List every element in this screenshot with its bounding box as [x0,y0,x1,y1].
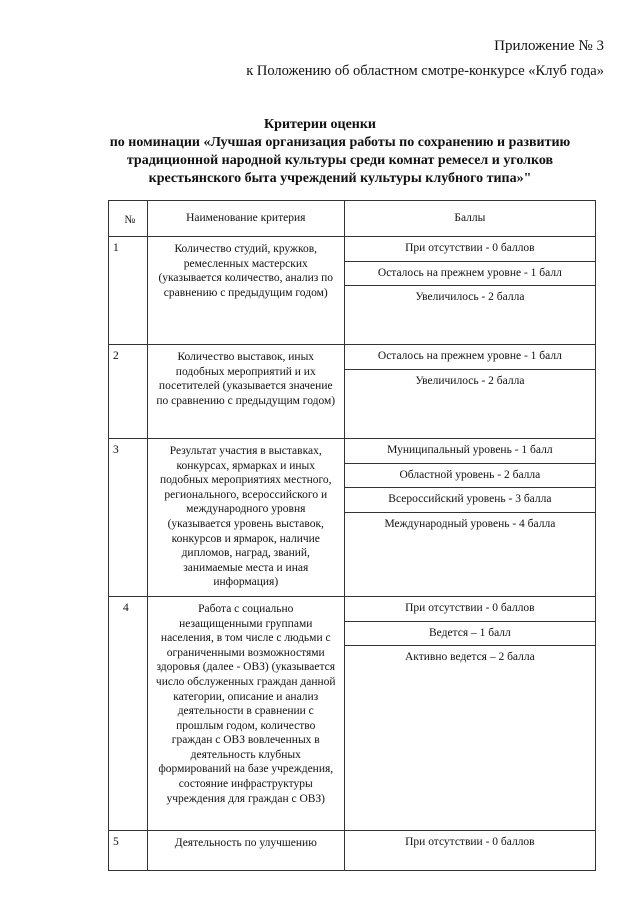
score-option: Всероссийский уровень - 3 балла [345,488,595,513]
score-options [344,237,595,345]
score-option: Муниципальный уровень - 1 балл [345,439,595,464]
title-main: Критерии оценки [264,117,376,132]
header-criterion: Наименование критерия [147,201,344,237]
title-line-3: крестьянского быта учреждений культуры клубного типа»" [148,171,532,186]
appendix-number: Приложение № 3 [494,38,604,54]
table-row [109,345,596,439]
criterion-name: Деятельность по улучшению [147,830,344,870]
title-line-2: традиционной народной культуры среди комнат ремесел и уголков [126,153,554,168]
table-row [109,830,596,870]
table-header-row [109,201,596,237]
score-option: Осталось на прежнем уровне - 1 балл [345,345,595,370]
score-option: Международный уровень - 4 балла [384,517,556,530]
criteria-table [108,200,596,871]
row-number: 4 [109,596,148,830]
criterion-name: Количество выставок, иных подобных мероприятий и их посетителей (указывается значение по сравнению с предыдущим годом) [147,345,344,439]
title-line-1: по номинации «Лучшая организация работы по сохранению и развитию [109,135,571,150]
row-number: 2 [109,345,148,439]
score-option: Увеличилось - 2 балла [415,291,525,304]
score-options [344,439,595,597]
score-option: Активно ведется – 2 балла [405,651,535,664]
score-option: Ведется – 1 балл [345,622,595,647]
table-row [109,439,596,597]
row-number: 3 [109,439,148,597]
criterion-name: Работа с социально незащищенными группами населения, в том числе с людьми с ограниченными возможностями здоровья (далее - ОВЗ) (указывается число обслуженных граждан данной категории, описание и анализ деятельности в сравнении с прошлым годом, количество граждан с ОВЗ вовлеченных в деятельность клубных формирований на базе учреждения, состояние инфраструктуры учреждения для граждан с ОВЗ) [147,596,344,830]
header-scores: Баллы [344,201,595,237]
appendix-header [246,36,604,82]
score-options [344,596,595,830]
score-option: При отсутствии - 0 баллов [345,237,595,262]
row-number: 5 [109,830,148,870]
document-title [0,116,640,188]
header-number: № [109,201,148,237]
row-number: 1 [109,237,148,345]
score-option: Осталось на прежнем уровне - 1 балл [345,262,595,287]
score-option: Увеличилось - 2 балла [415,374,525,387]
table-row [109,596,596,830]
score-option: При отсутствии - 0 баллов [345,597,595,622]
criterion-name: Количество студий, кружков, ремесленных мастерских (указывается количество, анализ по сравнению с предыдущим годом) [147,237,344,345]
criterion-name: Результат участия в выставках, конкурсах, ярмарках и иных подобных мероприятиях местного, регионального, всероссийского и международного уровня (указывается уровень выставок, конкурсов и ярмарок, наличие дипломов, наград, званий, занимаемые места и иная информация) [147,439,344,597]
appendix-reference: к Положению об областном смотре-конкурсе «Клуб года» [246,63,604,79]
score-option: При отсутствии - 0 баллов [405,835,535,848]
score-option: Областной уровень - 2 балла [345,464,595,489]
score-options [344,345,595,439]
score-options [344,830,595,870]
table-row [109,237,596,345]
